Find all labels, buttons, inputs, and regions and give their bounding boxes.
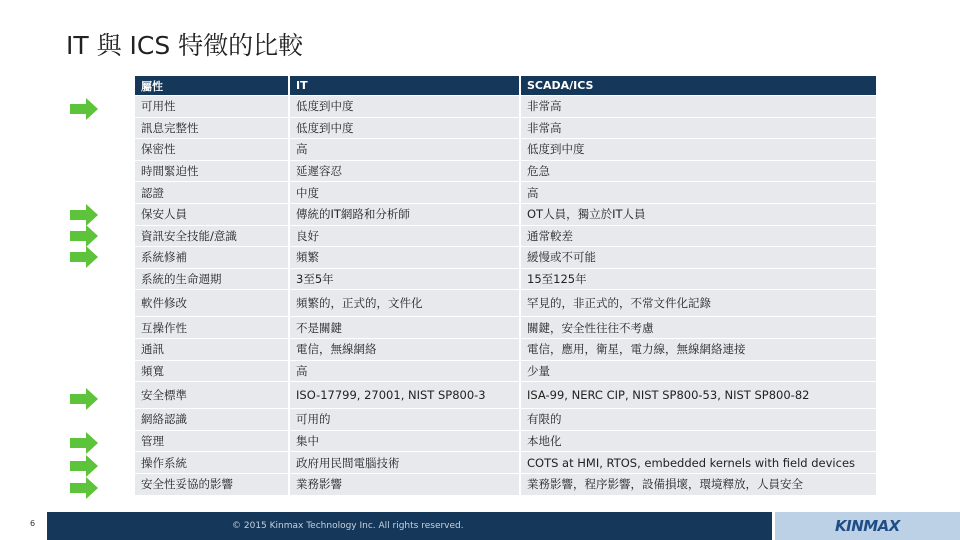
table-cell: 軟件修改	[135, 290, 290, 316]
table-header-row	[135, 76, 876, 95]
comparison-table	[135, 75, 876, 496]
table-row	[135, 118, 876, 139]
table-row	[135, 204, 876, 225]
column-header-attribute: 屬性	[135, 76, 290, 95]
table-cell: 電信，應用，衛星，電力線，無線網絡連接	[521, 339, 876, 360]
table-cell: 網絡認識	[135, 409, 290, 430]
table-cell: 少量	[521, 361, 876, 382]
table-row	[135, 139, 876, 160]
table-cell: 頻寬	[135, 361, 290, 382]
table-cell: 危急	[521, 161, 876, 182]
kinmax-logo: KINMAX	[835, 517, 900, 535]
table-cell: 可用性	[135, 96, 290, 117]
table-cell: 良好	[290, 226, 521, 247]
table-row	[135, 290, 876, 316]
table-cell: 時間緊迫性	[135, 161, 290, 182]
table-row	[135, 161, 876, 182]
table-row	[135, 361, 876, 382]
table-cell: 非常高	[521, 118, 876, 139]
table-row	[135, 474, 876, 495]
table-cell: ISA-99, NERC CIP, NIST SP800-53, NIST SP800-82	[521, 382, 876, 408]
table-cell: 低度到中度	[290, 96, 521, 117]
page-number: 6	[30, 519, 36, 528]
table-cell: 可用的	[290, 409, 521, 430]
table-row	[135, 317, 876, 338]
table-cell: 保安人員	[135, 204, 290, 225]
table-row	[135, 382, 876, 408]
table-cell: OT人員，獨立於IT人員	[521, 204, 876, 225]
green-arrow-icon	[70, 432, 98, 454]
table-cell: 電信，無線網絡	[290, 339, 521, 360]
table-cell: 操作系統	[135, 452, 290, 473]
table-cell: 傳統的IT網路和分析師	[290, 204, 521, 225]
table-cell: 互操作性	[135, 317, 290, 338]
table-cell: 本地化	[521, 431, 876, 452]
table-cell: 管理	[135, 431, 290, 452]
table-cell: 頻繁的，正式的，文件化	[290, 290, 521, 316]
table-cell: 關鍵，安全性往往不考慮	[521, 317, 876, 338]
table-cell: 政府用民間電腦技術	[290, 452, 521, 473]
table-cell: 延遲容忍	[290, 161, 521, 182]
table-cell: 業務影響，程序影響，設備損壞，環境釋放，人員安全	[521, 474, 876, 495]
table-row	[135, 452, 876, 473]
page-title: IT 與 ICS 特徵的比較	[66, 31, 304, 60]
green-arrow-icon	[70, 246, 98, 268]
table-cell: 認證	[135, 182, 290, 203]
table-cell: 15至125年	[521, 269, 876, 290]
table-cell: 非常高	[521, 96, 876, 117]
table-cell: 集中	[290, 431, 521, 452]
table-cell: 安全標準	[135, 382, 290, 408]
table-cell: 罕見的，非正式的，不常文件化記錄	[521, 290, 876, 316]
table-cell: 緩慢或不可能	[521, 247, 876, 268]
copyright-text: © 2015 Kinmax Technology Inc. All rights reserved.	[232, 521, 464, 531]
table-row	[135, 269, 876, 290]
table-cell: 中度	[290, 182, 521, 203]
green-arrow-icon	[70, 477, 98, 499]
table-row	[135, 247, 876, 268]
green-arrow-icon	[70, 98, 98, 120]
table-cell: 3至5年	[290, 269, 521, 290]
green-arrow-icon	[70, 204, 98, 226]
table-row	[135, 431, 876, 452]
table-cell: COTS at HMI, RTOS, embedded kernels with field devices	[521, 452, 876, 473]
table-row	[135, 182, 876, 203]
table-row	[135, 409, 876, 430]
table-row	[135, 96, 876, 117]
table-cell: 高	[290, 361, 521, 382]
table-cell: 訊息完整性	[135, 118, 290, 139]
column-header-it: IT	[290, 76, 521, 95]
green-arrow-icon	[70, 455, 98, 477]
table-cell: 系統修補	[135, 247, 290, 268]
green-arrow-icon	[70, 225, 98, 247]
table-cell: 資訊安全技能/意識	[135, 226, 290, 247]
table-row	[135, 339, 876, 360]
table-cell: ISO-17799, 27001, NIST SP800-3	[290, 382, 521, 408]
table-cell: 有限的	[521, 409, 876, 430]
table-cell: 系統的生命週期	[135, 269, 290, 290]
table-cell: 業務影響	[290, 474, 521, 495]
table-cell: 高	[290, 139, 521, 160]
table-cell: 頻繁	[290, 247, 521, 268]
table-cell: 低度到中度	[290, 118, 521, 139]
table-cell: 通常較差	[521, 226, 876, 247]
table-cell: 安全性妥協的影響	[135, 474, 290, 495]
table-cell: 保密性	[135, 139, 290, 160]
table-cell: 不是關鍵	[290, 317, 521, 338]
table-cell: 低度到中度	[521, 139, 876, 160]
column-header-scada-ics: SCADA/ICS	[521, 76, 876, 95]
table-cell: 通訊	[135, 339, 290, 360]
table-row	[135, 226, 876, 247]
green-arrow-icon	[70, 388, 98, 410]
table-cell: 高	[521, 182, 876, 203]
footer	[0, 512, 960, 540]
